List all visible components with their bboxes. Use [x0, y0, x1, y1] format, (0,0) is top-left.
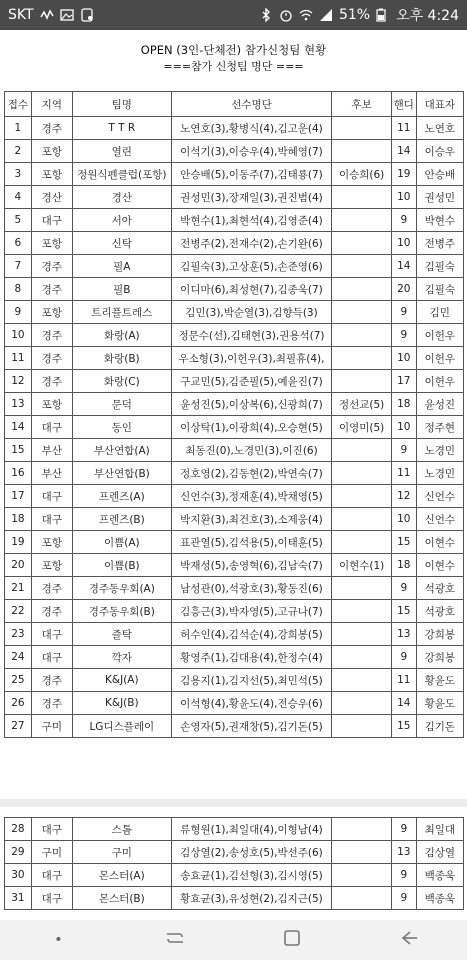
- cell-handicap: 10: [391, 416, 416, 439]
- cell-entry-no: 19: [5, 531, 32, 554]
- page-title: OPEN (3인-단체전) 참가신청팀 현황: [140, 43, 327, 57]
- cell-team-name: 신탁: [72, 232, 171, 255]
- table-row: [5, 439, 464, 462]
- cell-entry-no: 11: [5, 347, 32, 370]
- activity-icon: [40, 8, 54, 22]
- cell-substitute: [332, 209, 392, 232]
- cell-entry-no: 23: [5, 623, 32, 646]
- cell-entry-no: 15: [5, 439, 32, 462]
- cell-substitute: [332, 462, 392, 485]
- recent-apps-button[interactable]: [155, 925, 195, 955]
- table-row: [5, 163, 464, 186]
- cell-handicap: 15: [391, 715, 416, 738]
- cell-players: 남성관(0),석광호(3),황동진(6): [171, 577, 332, 600]
- cell-region: 대구: [31, 209, 72, 232]
- table-row: [5, 462, 464, 485]
- cell-team-name: 화랑(B): [72, 347, 171, 370]
- cell-entry-no: 20: [5, 554, 32, 577]
- cell-team-name: 경주동우회(B): [72, 600, 171, 623]
- cell-team-name: 열린: [72, 140, 171, 163]
- roster-table-continued: [4, 817, 464, 910]
- cell-players: 김필숙(3),고상훈(5),손준영(6): [171, 255, 332, 278]
- cell-region: 대구: [31, 416, 72, 439]
- cell-entry-no: 21: [5, 577, 32, 600]
- cell-entry-no: 17: [5, 485, 32, 508]
- cell-representative: 이승우: [416, 140, 463, 163]
- cell-players: 김흥근(3),박자영(5),고규나(7): [171, 600, 332, 623]
- cell-substitute: [332, 278, 392, 301]
- cell-handicap: 13: [391, 623, 416, 646]
- cell-substitute: [332, 646, 392, 669]
- page-break: [0, 799, 467, 807]
- cell-substitute: [332, 186, 392, 209]
- cell-entry-no: 24: [5, 646, 32, 669]
- cell-entry-no: 6: [5, 232, 32, 255]
- cell-handicap: 9: [391, 324, 416, 347]
- cell-region: 포항: [31, 140, 72, 163]
- cell-representative: 박현수: [416, 209, 463, 232]
- cell-team-name: 부산연합(A): [72, 439, 171, 462]
- cell-players: 김민(3),박순열(3),김향득(3): [171, 301, 332, 324]
- cell-substitute: [332, 531, 392, 554]
- cell-region: 경주: [31, 370, 72, 393]
- table-row: [5, 301, 464, 324]
- cell-players: 박현수(1),최현석(4),김영준(4): [171, 209, 332, 232]
- cell-entry-no: 29: [5, 841, 32, 864]
- cell-team-name: 문덕: [72, 393, 171, 416]
- navigation-bar: [0, 920, 467, 960]
- cell-substitute: [332, 577, 392, 600]
- cell-handicap: 18: [391, 554, 416, 577]
- cell-entry-no: 25: [5, 669, 32, 692]
- cell-handicap: 14: [391, 692, 416, 715]
- cell-team-name: K&J(A): [72, 669, 171, 692]
- table-row: [5, 508, 464, 531]
- cell-players: 박재성(5),송영혁(6),김남숙(7): [171, 554, 332, 577]
- cell-team-name: 동인: [72, 416, 171, 439]
- cell-handicap: 15: [391, 531, 416, 554]
- cell-handicap: 10: [391, 508, 416, 531]
- cell-region: 포항: [31, 232, 72, 255]
- cell-team-name: 이쁨(B): [72, 554, 171, 577]
- table-row: [5, 600, 464, 623]
- cell-handicap: 9: [391, 864, 416, 887]
- cell-entry-no: 3: [5, 163, 32, 186]
- cell-players: 김상열(2),송성호(5),박선주(6): [171, 841, 332, 864]
- cell-entry-no: 1: [5, 117, 32, 140]
- cell-handicap: 9: [391, 818, 416, 841]
- cell-representative: 백종욱: [416, 864, 463, 887]
- cell-entry-no: 30: [5, 864, 32, 887]
- cell-region: 경주: [31, 577, 72, 600]
- cell-players: 송효균(1),김선형(3),김시영(5): [171, 864, 332, 887]
- cell-region: 포항: [31, 554, 72, 577]
- table-row: [5, 370, 464, 393]
- cell-region: 대구: [31, 485, 72, 508]
- cell-players: 황효균(3),유성현(2),김지근(5): [171, 887, 332, 910]
- cell-region: 경산: [31, 186, 72, 209]
- cell-substitute: [332, 692, 392, 715]
- notification-icon: [80, 8, 94, 22]
- cell-representative: 최일대: [416, 818, 463, 841]
- cell-team-name: 필A: [72, 255, 171, 278]
- cell-entry-no: 4: [5, 186, 32, 209]
- header-entry-no: 접수: [5, 92, 32, 117]
- cell-representative: 이헌우: [416, 347, 463, 370]
- cell-players: 손영자(5),권재창(5),김기돈(5): [171, 715, 332, 738]
- cell-representative: 강희봉: [416, 623, 463, 646]
- cell-substitute: [332, 232, 392, 255]
- cell-substitute: 이승희(6): [332, 163, 392, 186]
- cell-region: 경주: [31, 347, 72, 370]
- cell-team-name: LG디스플레이: [72, 715, 171, 738]
- cell-handicap: 14: [391, 255, 416, 278]
- cell-entry-no: 14: [5, 416, 32, 439]
- cell-representative: 황윤도: [416, 692, 463, 715]
- header-handicap: 핸디: [391, 92, 416, 117]
- table-row: [5, 393, 464, 416]
- cell-players: 이디마(6),최성현(7),김종욱(7): [171, 278, 332, 301]
- cell-team-name: 경산: [72, 186, 171, 209]
- bluetooth-icon: [259, 8, 273, 22]
- cell-region: 경주: [31, 692, 72, 715]
- table-row: [5, 864, 464, 887]
- table-row: [5, 577, 464, 600]
- cell-region: 부산: [31, 439, 72, 462]
- cell-representative: 이현수: [416, 554, 463, 577]
- cell-substitute: [332, 301, 392, 324]
- cell-representative: 김기돈: [416, 715, 463, 738]
- cell-players: 정호영(2),김동현(2),박연숙(7): [171, 462, 332, 485]
- cell-team-name: 이쁨(A): [72, 531, 171, 554]
- cell-region: 포항: [31, 393, 72, 416]
- cell-substitute: [332, 347, 392, 370]
- cell-players: 김용지(1),김지선(5),최민석(5): [171, 669, 332, 692]
- cell-entry-no: 31: [5, 887, 32, 910]
- cell-players: 이석형(4),황윤도(4),전승우(6): [171, 692, 332, 715]
- cell-region: 대구: [31, 887, 72, 910]
- cell-substitute: [332, 140, 392, 163]
- table-row: [5, 715, 464, 738]
- table-row: [5, 232, 464, 255]
- cell-region: 경주: [31, 600, 72, 623]
- cell-entry-no: 27: [5, 715, 32, 738]
- status-bar: [0, 0, 467, 30]
- carrier-label: SKT: [8, 7, 34, 23]
- cell-substitute: [332, 887, 392, 910]
- cell-team-name: 화랑(A): [72, 324, 171, 347]
- cell-handicap: 18: [391, 393, 416, 416]
- cell-substitute: [332, 818, 392, 841]
- cell-region: 구미: [31, 841, 72, 864]
- back-button[interactable]: [389, 925, 429, 955]
- cell-region: 경주: [31, 255, 72, 278]
- cell-substitute: [332, 370, 392, 393]
- image-icon: [60, 8, 74, 22]
- table-row: [5, 485, 464, 508]
- cell-players: 이석기(3),이승우(4),박혜영(7): [171, 140, 332, 163]
- cell-handicap: 9: [391, 646, 416, 669]
- cell-handicap: 9: [391, 301, 416, 324]
- cell-entry-no: 9: [5, 301, 32, 324]
- cell-team-name: 깍자: [72, 646, 171, 669]
- cell-entry-no: 5: [5, 209, 32, 232]
- cell-region: 대구: [31, 508, 72, 531]
- cell-players: 노연호(3),황병식(4),김고운(4): [171, 117, 332, 140]
- cell-entry-no: 8: [5, 278, 32, 301]
- cell-players: 윤성진(5),이상복(6),신광희(7): [171, 393, 332, 416]
- cell-team-name: 트리플트레스: [72, 301, 171, 324]
- cell-team-name: 스톰: [72, 818, 171, 841]
- cell-handicap: 9: [391, 439, 416, 462]
- cell-handicap: 19: [391, 163, 416, 186]
- cell-entry-no: 2: [5, 140, 32, 163]
- table-row: [5, 669, 464, 692]
- cell-team-name: 부산연합(B): [72, 462, 171, 485]
- cell-entry-no: 10: [5, 324, 32, 347]
- battery-percent: 51%: [338, 7, 371, 23]
- cell-entry-no: 26: [5, 692, 32, 715]
- table-row: [5, 117, 464, 140]
- home-icon: [283, 929, 301, 951]
- header-players: 선수명단: [171, 92, 332, 117]
- cell-substitute: [332, 324, 392, 347]
- cell-representative: 노경민: [416, 439, 463, 462]
- cell-representative: 노연호: [416, 117, 463, 140]
- cell-players: 권성민(3),장재일(3),권진범(4): [171, 186, 332, 209]
- cell-substitute: [332, 715, 392, 738]
- table-row: [5, 255, 464, 278]
- cell-representative: 노경민: [416, 462, 463, 485]
- cell-region: 포항: [31, 163, 72, 186]
- table-row: [5, 186, 464, 209]
- cell-team-name: 경주동우회(A): [72, 577, 171, 600]
- cell-substitute: [332, 508, 392, 531]
- cell-players: 류형원(1),최일대(4),이형남(4): [171, 818, 332, 841]
- cell-representative: 석광호: [416, 600, 463, 623]
- cell-handicap: 13: [391, 841, 416, 864]
- cell-representative: 황윤도: [416, 669, 463, 692]
- cell-team-name: K&J(B): [72, 692, 171, 715]
- wifi-icon: [299, 8, 313, 22]
- table-row: [5, 278, 464, 301]
- table-row: [5, 818, 464, 841]
- cell-handicap: 11: [391, 462, 416, 485]
- table-row: [5, 887, 464, 910]
- cell-team-name: 몬스터(B): [72, 887, 171, 910]
- cell-substitute: [332, 864, 392, 887]
- cell-region: 대구: [31, 864, 72, 887]
- cell-handicap: 10: [391, 186, 416, 209]
- cell-representative: 김필숙: [416, 255, 463, 278]
- clock: 오후 4:24: [396, 8, 459, 24]
- cell-representative: 백종욱: [416, 887, 463, 910]
- cell-entry-no: 22: [5, 600, 32, 623]
- cell-substitute: [332, 255, 392, 278]
- header-team: 팀명: [72, 92, 171, 117]
- cell-team-name: 화랑(C): [72, 370, 171, 393]
- cell-players: 안승배(5),이동주(7),김태룡(7): [171, 163, 332, 186]
- cell-substitute: 이현수(1): [332, 554, 392, 577]
- cell-team-name: 프렌즈(B): [72, 508, 171, 531]
- cell-handicap: 11: [391, 669, 416, 692]
- cell-region: 경주: [31, 117, 72, 140]
- cell-representative: 김상열: [416, 841, 463, 864]
- nav-dot-button[interactable]: [38, 925, 78, 955]
- cell-representative: 신언수: [416, 508, 463, 531]
- cell-handicap: 14: [391, 140, 416, 163]
- cell-handicap: 9: [391, 577, 416, 600]
- cell-players: 최동진(0),노경민(3),이진(6): [171, 439, 332, 462]
- cell-handicap: 10: [391, 232, 416, 255]
- cell-players: 전병주(2),전재수(2),손기완(6): [171, 232, 332, 255]
- cell-representative: 안승배: [416, 163, 463, 186]
- recent-apps-icon: [164, 929, 186, 951]
- cell-players: 허수인(4),김석순(4),강희봉(5): [171, 623, 332, 646]
- cell-substitute: [332, 600, 392, 623]
- cell-representative: 이헌우: [416, 324, 463, 347]
- cell-entry-no: 18: [5, 508, 32, 531]
- cell-representative: 김민: [416, 301, 463, 324]
- cell-region: 포항: [31, 301, 72, 324]
- cell-handicap: 11: [391, 117, 416, 140]
- page-subtitle: ===참가 신청팀 명단 ===: [163, 60, 304, 73]
- cell-substitute: [332, 117, 392, 140]
- cell-players: 구교민(5),김준필(5),예윤진(7): [171, 370, 332, 393]
- cell-region: 부산: [31, 462, 72, 485]
- cell-handicap: 9: [391, 209, 416, 232]
- cell-team-name: 구미: [72, 841, 171, 864]
- cell-players: 정문수(선),김태현(3),권용석(7): [171, 324, 332, 347]
- signal-icon: [319, 8, 333, 22]
- cell-team-name: 서아: [72, 209, 171, 232]
- cell-players: 표관열(5),김석용(5),이태훈(5): [171, 531, 332, 554]
- cell-substitute: 정선교(5): [332, 393, 392, 416]
- cell-representative: 전병주: [416, 232, 463, 255]
- cell-handicap: 15: [391, 600, 416, 623]
- cell-players: 우소형(3),이헌우(3),최필휴(4),: [171, 347, 332, 370]
- table-row: [5, 324, 464, 347]
- table-row: [5, 623, 464, 646]
- header-region: 지역: [31, 92, 72, 117]
- table-row: [5, 692, 464, 715]
- table-row: [5, 140, 464, 163]
- alarm-icon: [279, 8, 293, 22]
- cell-substitute: 이영미(5): [332, 416, 392, 439]
- cell-representative: 정주현: [416, 416, 463, 439]
- table-row: [5, 841, 464, 864]
- cell-region: 대구: [31, 623, 72, 646]
- cell-handicap: 20: [391, 278, 416, 301]
- cell-entry-no: 13: [5, 393, 32, 416]
- cell-substitute: [332, 485, 392, 508]
- table-header-row: [5, 92, 464, 117]
- cell-team-name: 프렌즈(A): [72, 485, 171, 508]
- document-view[interactable]: [0, 30, 467, 920]
- cell-team-name: 몬스터(A): [72, 864, 171, 887]
- cell-region: 경주: [31, 278, 72, 301]
- cell-handicap: 17: [391, 370, 416, 393]
- table-row: [5, 554, 464, 577]
- cell-representative: 윤성진: [416, 393, 463, 416]
- cell-representative: 권성민: [416, 186, 463, 209]
- roster-table: [4, 91, 464, 738]
- cell-region: 경주: [31, 324, 72, 347]
- cell-region: 구미: [31, 715, 72, 738]
- cell-representative: 신언수: [416, 485, 463, 508]
- cell-substitute: [332, 669, 392, 692]
- cell-team-name: 정원식펜클럽(포항): [72, 163, 171, 186]
- cell-entry-no: 16: [5, 462, 32, 485]
- home-button[interactable]: [272, 925, 312, 955]
- cell-entry-no: 28: [5, 818, 32, 841]
- cell-representative: 석광호: [416, 577, 463, 600]
- cell-players: 이상탁(1),이광희(4),오승현(5): [171, 416, 332, 439]
- cell-representative: 강희봉: [416, 646, 463, 669]
- cell-substitute: [332, 841, 392, 864]
- cell-players: 박지환(3),최건호(3),소제웅(4): [171, 508, 332, 531]
- cell-entry-no: 12: [5, 370, 32, 393]
- cell-substitute: [332, 623, 392, 646]
- header-substitute: 후보: [332, 92, 392, 117]
- cell-handicap: 10: [391, 347, 416, 370]
- battery-icon: [376, 8, 390, 22]
- table-row: [5, 347, 464, 370]
- cell-team-name: 즐탁: [72, 623, 171, 646]
- header-representative: 대표자: [416, 92, 463, 117]
- table-row: [5, 531, 464, 554]
- cell-handicap: 12: [391, 485, 416, 508]
- dot-icon: •: [54, 932, 63, 948]
- cell-representative: 이헌우: [416, 370, 463, 393]
- cell-team-name: 필B: [72, 278, 171, 301]
- cell-players: 황영주(1),김대용(4),한정수(4): [171, 646, 332, 669]
- back-arrow-icon: [399, 929, 419, 951]
- cell-region: 대구: [31, 818, 72, 841]
- cell-entry-no: 7: [5, 255, 32, 278]
- table-row: [5, 416, 464, 439]
- table-row: [5, 646, 464, 669]
- cell-region: 경주: [31, 669, 72, 692]
- cell-representative: 김필숙: [416, 278, 463, 301]
- cell-representative: 이현수: [416, 531, 463, 554]
- cell-players: 신언수(3),정재훈(4),박채영(5): [171, 485, 332, 508]
- cell-region: 포항: [31, 531, 72, 554]
- cell-region: 대구: [31, 646, 72, 669]
- cell-team-name: T T R: [72, 117, 171, 140]
- cell-handicap: 9: [391, 887, 416, 910]
- table-row: [5, 209, 464, 232]
- cell-substitute: [332, 439, 392, 462]
